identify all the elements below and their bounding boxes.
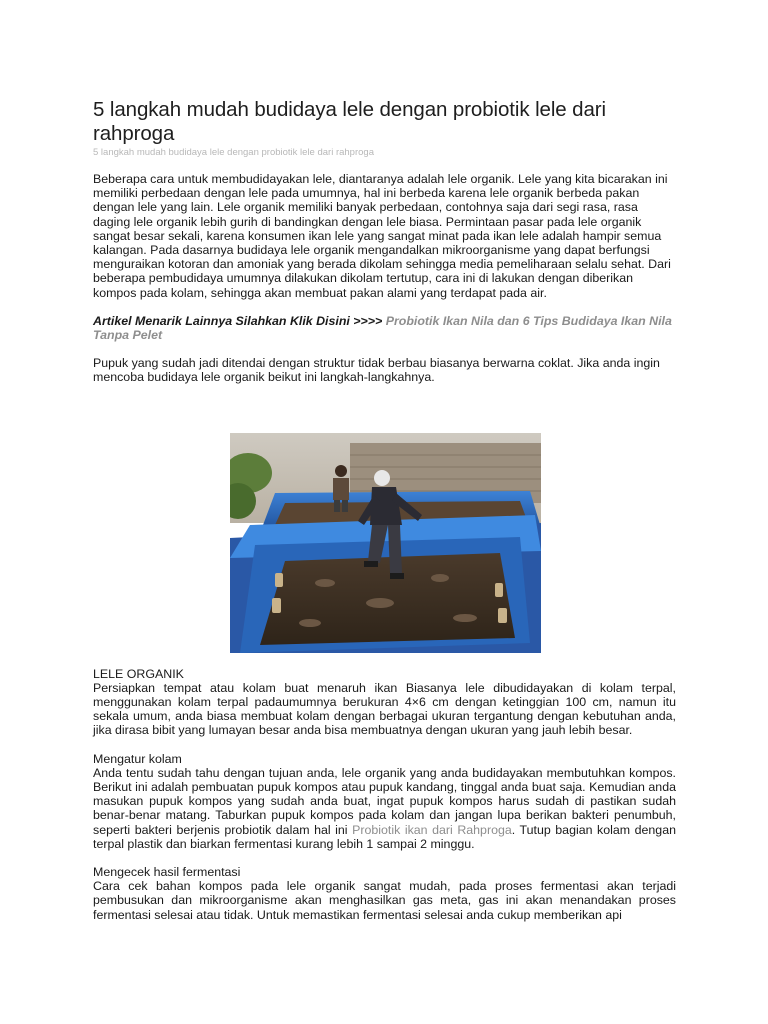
section-heading-mengecek-fermentasi: Mengecek hasil fermentasi bbox=[93, 865, 241, 880]
promo-prefix: Artikel Menarik Lainnya Silahkan Klik Disini >>>> bbox=[93, 313, 386, 328]
section-heading-mengatur-kolam: Mengatur kolam bbox=[93, 751, 182, 766]
probiotik-rahproga-link[interactable]: Probiotik ikan dari Rahproga bbox=[352, 822, 512, 837]
pond-photo bbox=[230, 433, 541, 653]
mengatur-kolam-text-1: Anda tentu sudah tahu dengan tujuan anda, lele organik yang anda budidayakan membutuhkan kompos. Berikut ini adalah pembuatan pupuk kompos atau pupuk kandang, tinggal anda buat saja. Kemudian anda masukan pupuk kompos yang sudah anda buat, ingat pupuk kompos harus sudah di pastikan sudah benar-benar matang. Taburkan pupuk kompos pada kolam dan jangan lupa berikan bakteri penumbuh, seperti bakteri berjenis probiotik dalam hal ini bbox=[93, 765, 676, 837]
article-title: 5 langkah mudah budidaya lele dengan probiotik lele dari rahproga bbox=[93, 98, 606, 145]
promo-link[interactable]: Probiotik Ikan Nila dan 6 Tips Budidaya Ikan Nila Tanpa Pelet bbox=[93, 313, 672, 343]
section-heading-lele-organik: LELE ORGANIK bbox=[93, 666, 184, 681]
section-body-lele-organik: Persiapkan tempat atau kolam buat menaruh ikan Biasanya lele dibudidayakan di kolam terpal, menggunakan kolam terpal padaumumnya berukuran 4×6 cm dengan ketinggian 100 cm, namun itu sekala umum, anda biasa membuat kolam dengan berbagai ukuran tergantung dengan kebutuhan anda, jika dirasa bibit yang lumayan besar anda bisa membuatnya dengan ukuran yang jauh lebih besar. bbox=[93, 680, 676, 738]
section-body-mengecek-fermentasi: Cara cek bahan kompos pada lele organik sangat mudah, pada proses fermentasi akan terjadi pembusukan dan mikroorganisme akan menghasilkan gas meta, gas ini akan menandakan proses fermentasi selesai atau tidak. Untuk memastikan fermentasi selesai anda cukup memberikan api bbox=[93, 879, 676, 922]
mengatur-kolam-text-2: . Tutup bagian kolam dengan terpal plastik dan biarkan fermentasi kurang lebih 1 sampai 2 minggu. bbox=[93, 822, 676, 851]
intro-paragraph: Beberapa cara untuk membudidayakan lele, diantaranya adalah lele organik. Lele yang kita bicarakan ini memiliki perbedaan dengan lele pada umumnya, hal ini berbeda karena lele organik berbeda pakan dengan lele yang lain. Lele organik memiliki banyak perbedaan, contohnya saja dari segi rasa, rasa daging lele organik lebih gurih di bandingkan dengan lele biasa. Permintaan pasar pada lele organik sangat besar sekali, karena konsumen ikan lele yang sangat minat pada ikan lele adalah hampir semua kalangan. Pada dasarnya budidaya lele organik mengandalkan mikroorganisme yang dapat berfungsi menguraikan kotoran dan amoniak yang berada dikolam sehingga media pemeliharaan selalu sehat. Dari beberapa pembudidaya umumnya dilakukan dikolam tertutup, cara ini di lakukan dengan diberikan kompos pada kolam, sehingga akan membuat pakan alami yang terdapat pada air. bbox=[93, 172, 671, 300]
article bbox=[93, 98, 676, 922]
section-body-mengatur-kolam bbox=[93, 766, 676, 851]
pupuk-paragraph: Pupuk yang sudah jadi ditendai dengan struktur tidak berbau biasanya berwarna coklat. Jika anda ingin mencoba budidaya lele organik beikut ini langkah-langkahnya. bbox=[93, 356, 660, 385]
article-subtitle: 5 langkah mudah budidaya lele dengan probiotik lele dari rahproga bbox=[93, 147, 374, 158]
promo-paragraph bbox=[93, 314, 676, 342]
